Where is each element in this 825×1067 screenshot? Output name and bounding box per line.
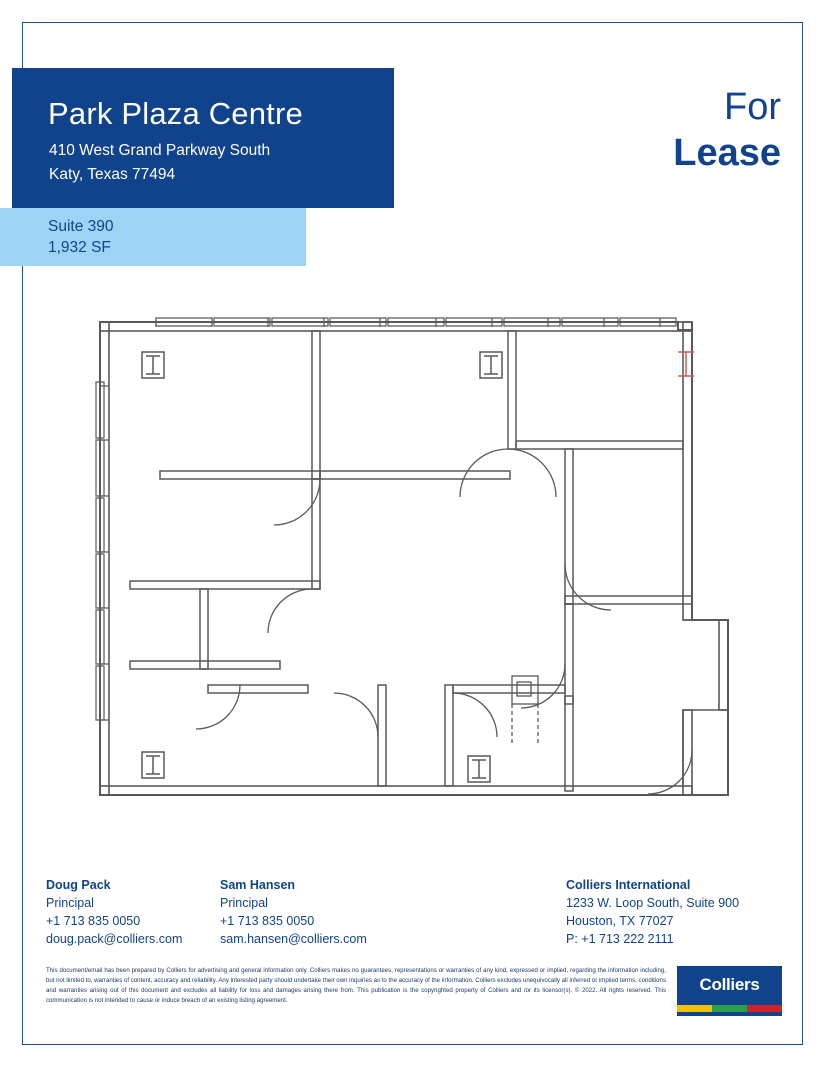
company-address-line-1: 1233 W. Loop South, Suite 900 xyxy=(566,896,740,910)
contact-phone[interactable]: +1 713 835 0050 xyxy=(46,913,141,928)
contact-title: Principal xyxy=(220,896,268,910)
listing-type-for: For xyxy=(724,86,781,128)
logo-stripes xyxy=(677,1005,782,1012)
logo-stripe-red xyxy=(747,1005,782,1012)
logo-wordmark: Colliers xyxy=(699,975,760,994)
contact-name: Sam Hansen xyxy=(220,878,296,892)
contact-doug-pack xyxy=(46,878,182,948)
contact-name: Doug Pack xyxy=(46,878,111,892)
logo-stripe-yellow xyxy=(677,1005,712,1012)
suite-label: Suite 390 xyxy=(48,218,114,235)
logo-stripe-green xyxy=(712,1005,747,1012)
address-line-1: 410 West Grand Parkway South xyxy=(49,142,271,159)
contact-title: Principal xyxy=(46,896,94,910)
contact-email[interactable]: doug.pack@colliers.com xyxy=(46,931,183,946)
contact-email[interactable]: sam.hansen@colliers.com xyxy=(220,931,367,946)
company-phone[interactable]: P: +1 713 222 2111 xyxy=(566,931,674,946)
address-line-2: Katy, Texas 77494 xyxy=(49,166,176,183)
company-address-line-2: Houston, TX 77027 xyxy=(566,913,674,928)
floorplan-drawing xyxy=(60,290,760,850)
company-name: Colliers International xyxy=(566,878,691,892)
suite-info-block xyxy=(0,208,306,266)
listing-type-lease: Lease xyxy=(673,132,781,174)
colliers-logo xyxy=(677,966,782,1016)
contacts-section xyxy=(0,878,825,958)
contact-sam-hansen xyxy=(220,878,367,948)
legal-disclaimer: This document/email has been prepared by Colliers for advertising and general information only. Colliers makes no guarantees, representations or warranties of any kind, expressed or implied, regarding the information including, but not limited to, warranties of content, accuracy and reliability. Any interested party should undertake their own inquiries as to the accuracy of the information. Colliers excludes unequivocally all inferred or implied terms, conditions and warranties arising out of this document and excludes all liability for loss and damages arising there from. This publication is the copyrighted property of Colliers and /or its licensor(s). © 2022. All rights reserved. This communication is not intended to cause or induce breach of an existing listing agreement. xyxy=(46,967,666,1004)
suite-area-label: 1,932 SF xyxy=(48,239,111,256)
company-info xyxy=(566,878,739,948)
property-header-block xyxy=(12,68,394,208)
page-title: Park Plaza Centre xyxy=(48,96,303,131)
contact-phone[interactable]: +1 713 835 0050 xyxy=(220,913,315,928)
